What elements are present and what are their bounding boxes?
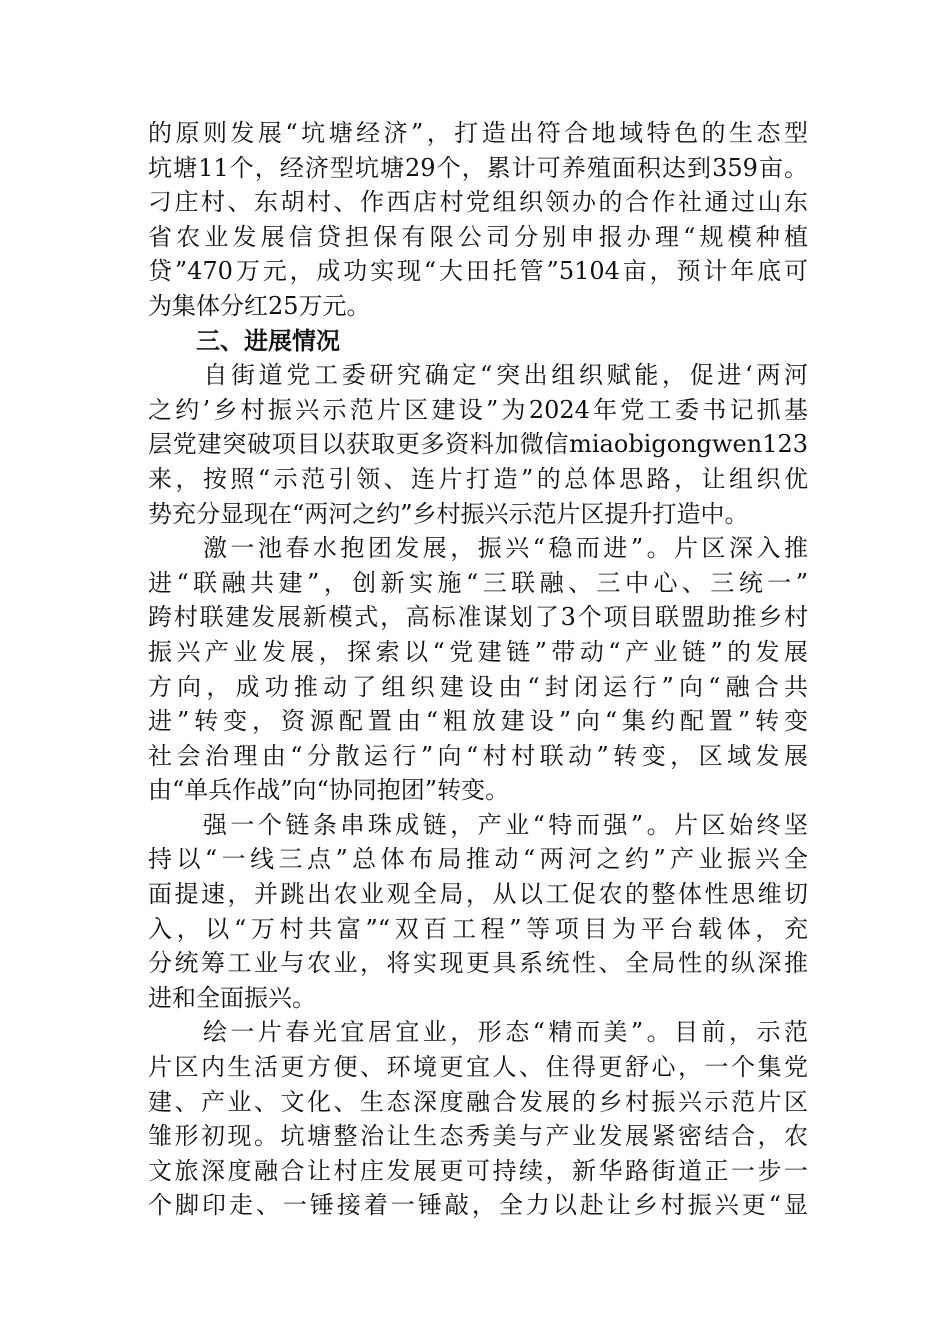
- text-line: 之约’乡村振兴示范片区建设”为2024年党工委书记抓基: [148, 395, 808, 424]
- text-line: 省农业发展信贷担保有限公司分别申报办理“规模种植: [148, 222, 808, 251]
- text-line: 文旅深度融合让村庄发展更可持续，新华路街道正一步一: [148, 1156, 808, 1185]
- text-line: 进和全面振兴。: [148, 983, 316, 1012]
- text-line: 片区内生活更方便、环境更宜人、住得更舒心，一个集党: [148, 1053, 808, 1082]
- text-line: 坑塘11个，经济型坑塘29个，累计可养殖面积达到359亩。: [148, 153, 808, 182]
- section-heading: 三、进展情况: [196, 326, 340, 355]
- text-line: 自街道党工委研究确定“突出组织赋能，促进‘两河: [148, 361, 808, 390]
- text-line: 分统筹工业与农业，将实现更具系统性、全局性的纵深推: [148, 949, 808, 978]
- text-line: 势充分显现在“两河之约”乡村振兴示范片区提升打造中。: [148, 499, 749, 528]
- text-line: 跨村联建发展新模式，高标准谋划了3个项目联盟助推乡村: [148, 603, 808, 632]
- text-line: 个脚印走、一锤接着一锤敲，全力以赴让乡村振兴更“显: [148, 1191, 808, 1220]
- text-line: 入，以“万村共富”“双百工程”等项目为平台载体，充: [148, 914, 808, 943]
- text-line: 绘一片春光宜居宜业，形态“精而美”。目前，示范: [148, 1018, 808, 1047]
- text-line: 进”转变，资源配置由“粗放建设”向“集约配置”转变: [148, 707, 808, 736]
- text-line: 进“联融共建”，创新实施“三联融、三中心、三统一”: [148, 568, 808, 597]
- document-page: [148, 116, 808, 1223]
- text-line: 贷”470万元，成功实现“大田托管”5104亩，预计年底可: [148, 257, 808, 286]
- text-line: 面提速，并跳出农业观全局，从以工促农的整体性思维切: [148, 880, 808, 909]
- text-line: 刁庄村、东胡村、作西店村党组织领办的合作社通过山东: [148, 188, 808, 217]
- text-line: 由“单兵作战”向“协同抱团”转变。: [148, 776, 510, 805]
- text-line: 振兴产业发展，探索以“党建链”带动“产业链”的发展: [148, 637, 808, 666]
- text-line: 建、产业、文化、生态深度融合发展的乡村振兴示范片区: [148, 1087, 808, 1116]
- text-line: 激一池春水抱团发展，振兴“稳而进”。片区深入推: [148, 534, 808, 563]
- text-line: 方向，成功推动了组织建设由“封闭运行”向“融合共: [148, 672, 808, 701]
- text-line: 强一个链条串珠成链，产业“特而强”。片区始终坚: [148, 810, 808, 839]
- text-line: 持以“一线三点”总体布局推动“两河之约”产业振兴全: [148, 845, 808, 874]
- text-line: 的原则发展“坑塘经济”，打造出符合地域特色的生态型: [148, 119, 808, 147]
- text-line: 社会治理由“分散运行”向“村村联动”转变，区域发展: [148, 741, 808, 770]
- text-line: 来，按照“示范引领、连片打造”的总体思路，让组织优: [148, 464, 808, 493]
- text-line: 层党建突破项目以获取更多资料加微信miaobigongwen123: [148, 430, 808, 459]
- text-line: 雏形初现。坑塘整治让生态秀美与产业发展紧密结合，农: [148, 1122, 808, 1151]
- text-line: 为集体分红25万元。: [148, 291, 371, 320]
